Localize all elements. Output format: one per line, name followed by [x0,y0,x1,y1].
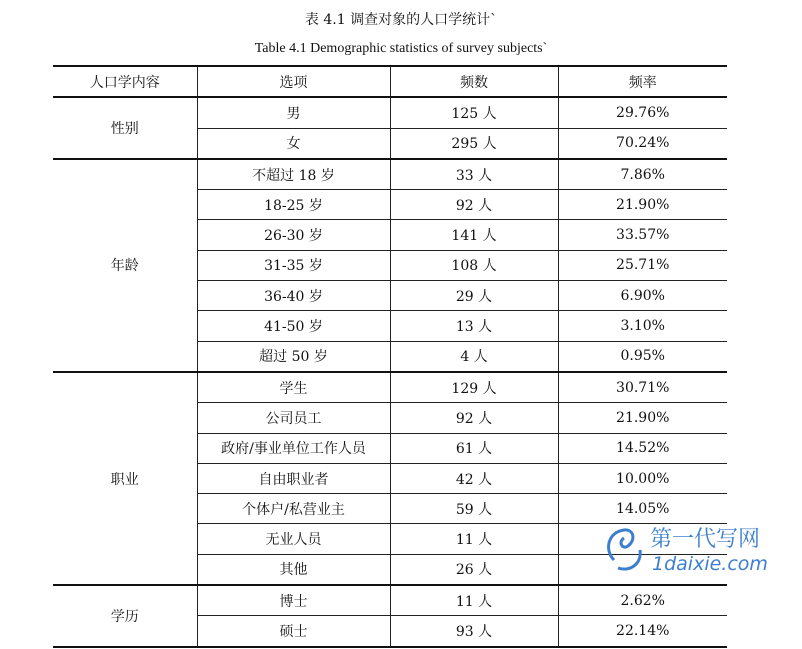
count-cell: 93 人 [390,616,558,647]
table-caption-cn: 表 4.1 调查对象的人口学统计` [304,12,498,28]
option-cell: 18-25 岁 [197,190,390,220]
option-cell: 男 [197,97,390,128]
option-cell: 其他 [197,554,390,585]
count-cell: 11 人 [390,524,558,554]
frequency-cell: 7.86% [558,159,727,190]
option-cell: 不超过 18 岁 [197,159,390,190]
option-cell: 41-50 岁 [197,311,390,341]
option-cell: 无业人员 [197,524,390,554]
header-frequency: 频率 [558,66,727,97]
option-cell: 女 [197,128,390,159]
category-cell: 年龄 [53,159,197,372]
watermark-text-en: 1daixie.com [652,553,768,575]
table-body [53,97,727,646]
option-cell: 个体户/私营业主 [197,494,390,524]
option-cell: 超过 50 岁 [197,341,390,372]
option-cell: 26-30 岁 [197,220,390,250]
option-cell: 硕士 [197,616,390,647]
option-cell: 自由职业者 [197,463,390,493]
count-cell: 13 人 [390,311,558,341]
option-cell: 政府/事业单位工作人员 [197,433,390,463]
frequency-cell [558,554,727,585]
frequency-cell: 0.95% [558,341,727,372]
frequency-cell: 2.62% [558,585,727,616]
count-cell: 61 人 [390,433,558,463]
category-cell: 性别 [53,97,197,159]
frequency-cell: 10.00% [558,463,727,493]
table-row [53,159,727,190]
count-cell: 108 人 [390,250,558,280]
count-cell: 295 人 [390,128,558,159]
demographic-table [53,65,727,648]
frequency-cell: 14.52% [558,433,727,463]
table-row [53,585,727,616]
frequency-cell: 21.90% [558,190,727,220]
header-category: 人口学内容 [53,66,197,97]
option-cell: 学生 [197,372,390,403]
count-cell: 42 人 [390,463,558,493]
frequency-cell: 21.90% [558,403,727,433]
count-cell: 141 人 [390,220,558,250]
category-cell: 职业 [53,372,197,585]
count-cell: 33 人 [390,159,558,190]
frequency-cell: 33.57% [558,220,727,250]
frequency-cell: 3.10% [558,311,727,341]
frequency-cell: 25.71% [558,250,727,280]
count-cell: 26 人 [390,554,558,585]
category-cell: 学历 [53,585,197,647]
option-cell: 公司员工 [197,403,390,433]
count-cell: 4 人 [390,341,558,372]
frequency-cell: 14.05% [558,494,727,524]
frequency-cell: 30.71% [558,372,727,403]
frequency-cell: 22.14% [558,616,727,647]
watermark-text-cn: 第一代写网 [650,527,761,552]
header-option: 选项 [197,66,390,97]
frequency-cell: 6.90% [558,281,727,311]
frequency-cell [558,524,727,554]
count-cell: 129 人 [390,372,558,403]
table-row [53,97,727,128]
count-cell: 59 人 [390,494,558,524]
table-row [53,372,727,403]
option-cell: 31-35 岁 [197,250,390,280]
option-cell: 36-40 岁 [197,281,390,311]
count-cell: 11 人 [390,585,558,616]
frequency-cell: 29.76% [558,97,727,128]
count-cell: 125 人 [390,97,558,128]
count-cell: 92 人 [390,403,558,433]
option-cell: 博士 [197,585,390,616]
table-header-row [53,66,727,97]
count-cell: 29 人 [390,281,558,311]
header-count: 频数 [390,66,558,97]
table-caption-en: Table 4.1 Demographic statistics of survey subjects` [254,41,548,56]
count-cell: 92 人 [390,190,558,220]
frequency-cell: 70.24% [558,128,727,159]
